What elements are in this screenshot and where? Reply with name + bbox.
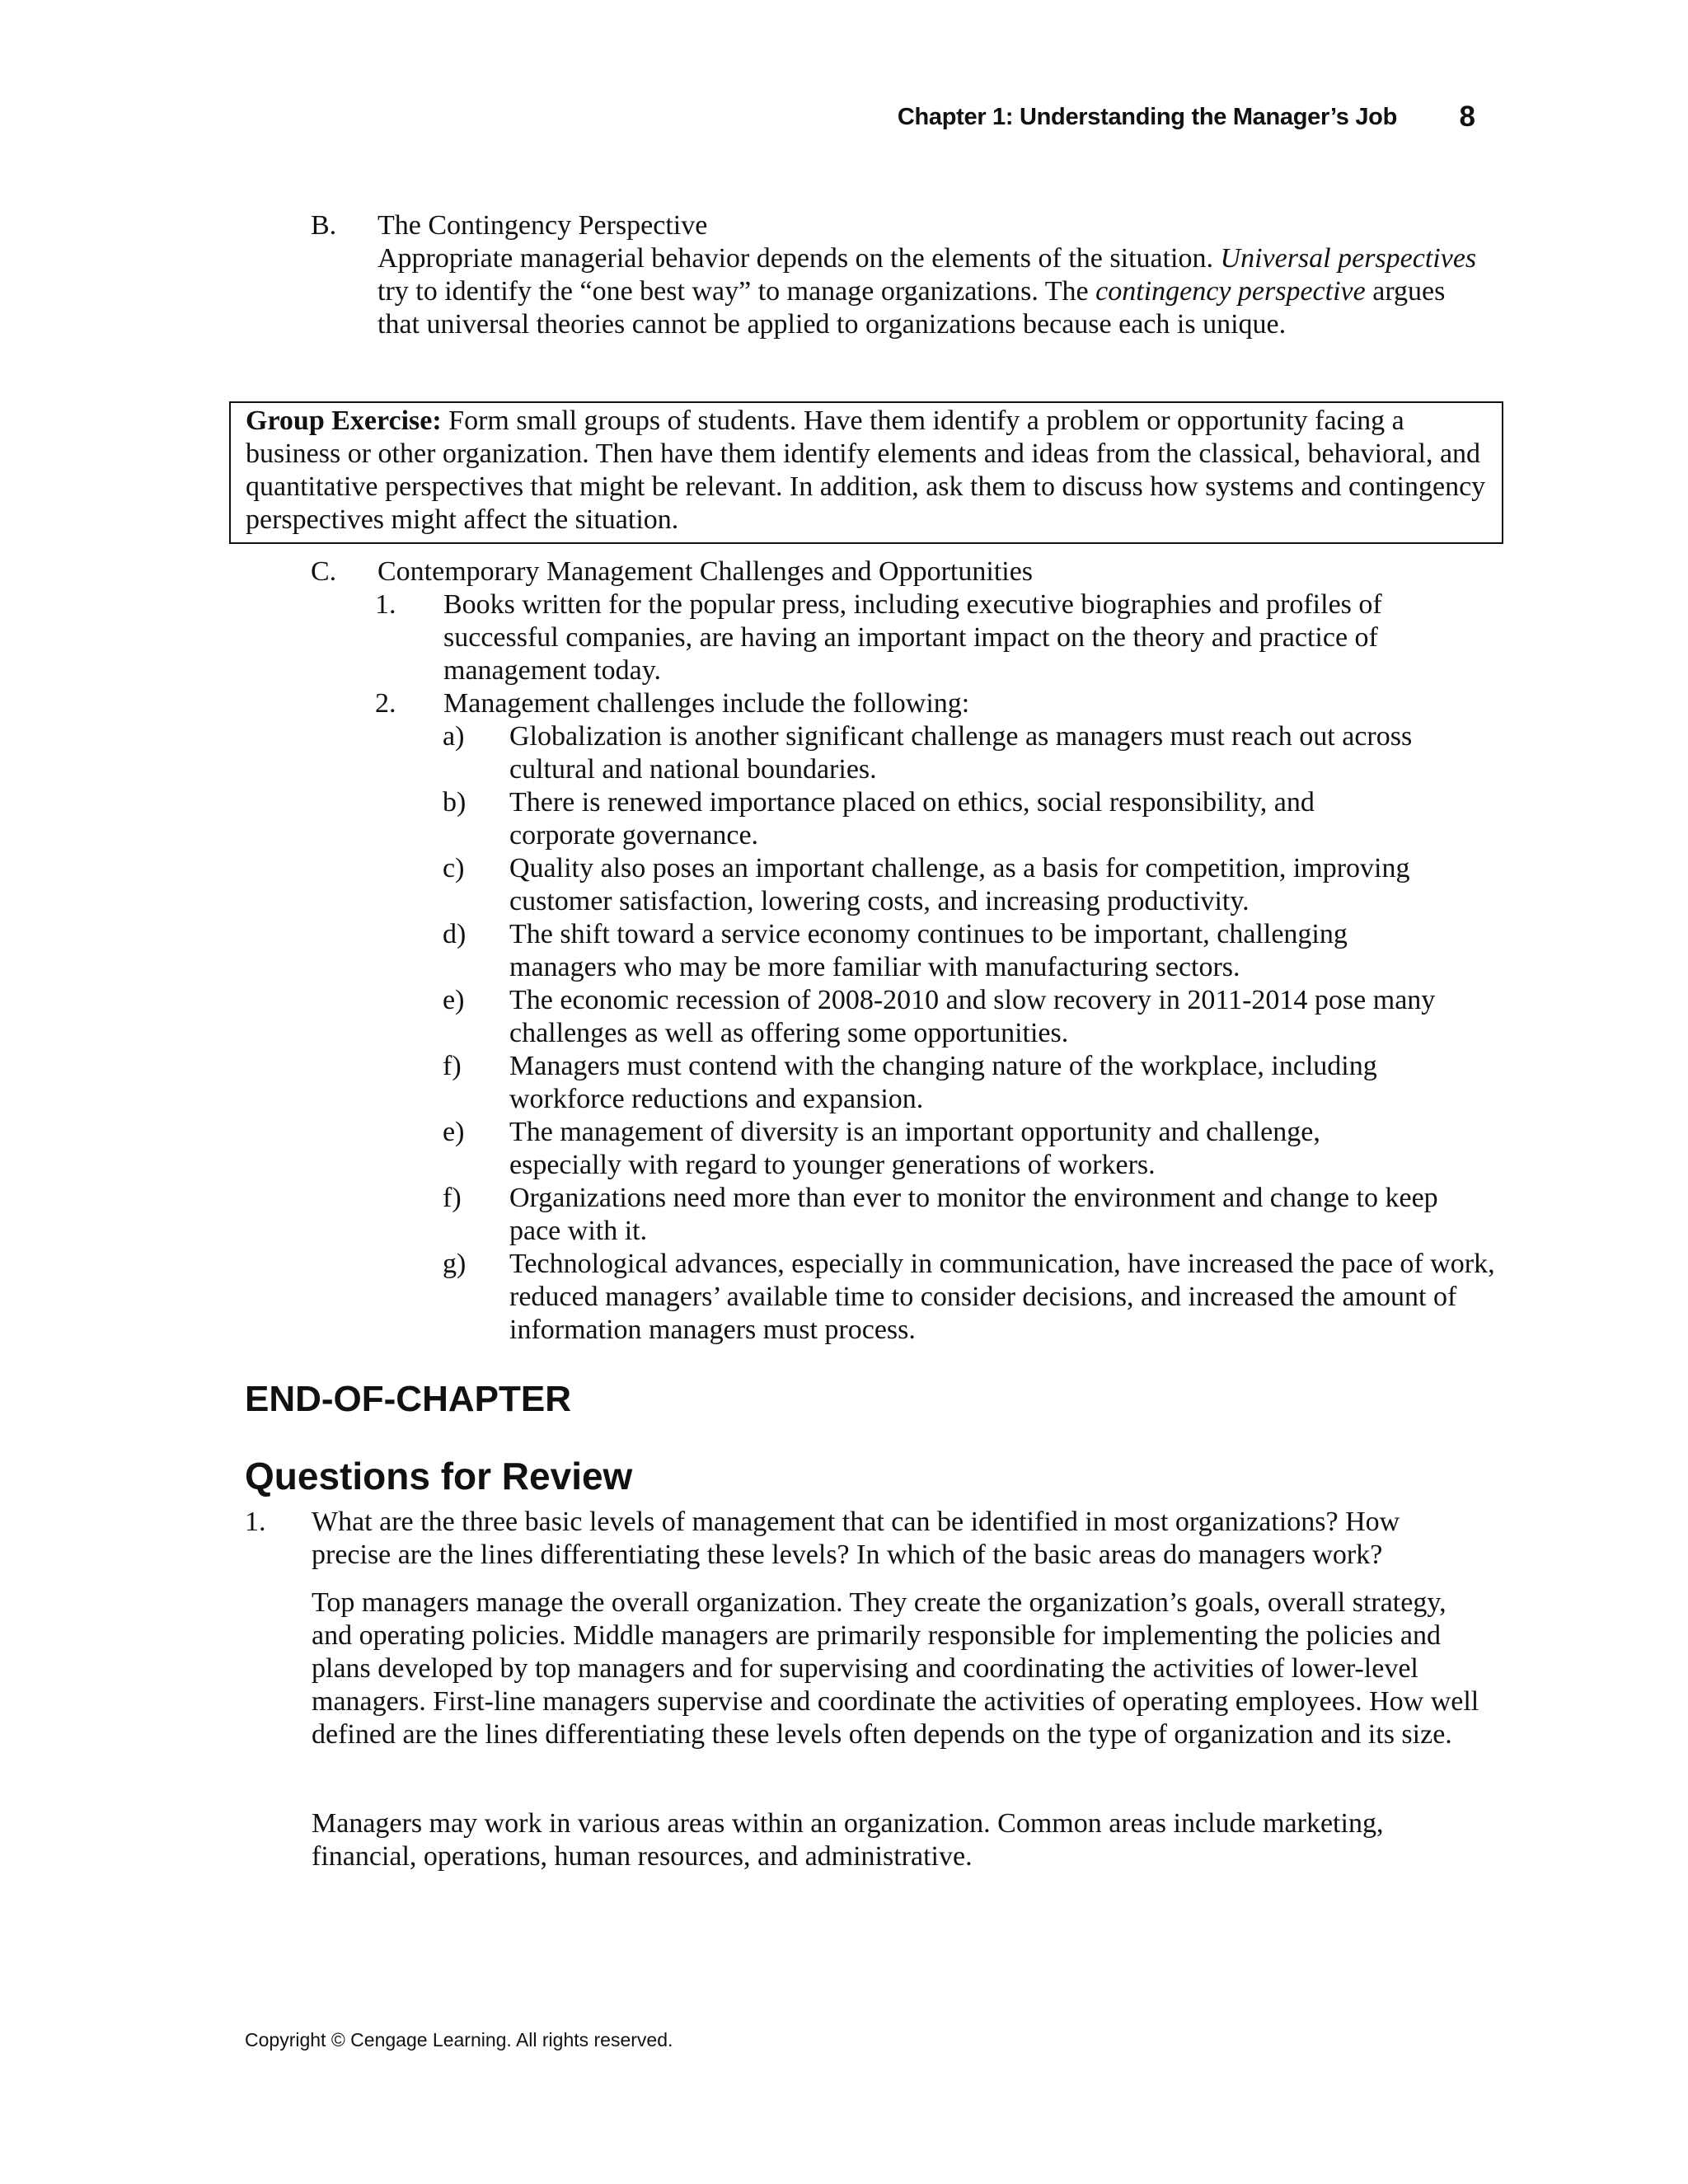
question-marker: 1. [245, 1507, 266, 1537]
sublist-marker: b) [443, 787, 467, 818]
sublist-item: There is renewed importance placed on ethics, social responsibility, and corporate governance. [509, 787, 1315, 851]
answer-paragraph: Managers may work in various areas within an organization. Common areas include marketing, financial, operations, human resources, and administrative. [312, 1808, 1384, 1872]
section-c-title: Contemporary Management Challenges and Opportunities [377, 556, 1034, 587]
questions-for-review-heading: Questions for Review [245, 1455, 633, 1497]
sublist-item: The shift toward a service economy continues to be important, challenging managers who may be more familiar with manufacturing sectors. [509, 919, 1348, 982]
sublist-item: Technological advances, especially in communication, have increased the pace of work, reduced managers’ available time to consider decisions, and increased the amount of information managers must process. [509, 1249, 1495, 1345]
list-item-marker: 1. [375, 589, 396, 620]
sublist-item: The management of diversity is an important opportunity and challenge, especially with regard to younger generations of workers. [509, 1117, 1320, 1180]
running-header [898, 101, 1475, 134]
sublist-item: Quality also poses an important challenge, as a basis for competition, improving customer satisfaction, lowering costs, and increasing productivity. [509, 853, 1410, 916]
sublist-item: Organizations need more than ever to monitor the environment and change to keep pace with it. [509, 1183, 1438, 1246]
end-of-chapter-heading: END-OF-CHAPTER [245, 1379, 571, 1419]
question-text: What are the three basic levels of management that can be identified in most organizations? How precise are the lines differentiating these levels? In which of the basic areas do managers work? [312, 1507, 1400, 1570]
section-b-body: Appropriate managerial behavior depends on the elements of the situation. Universal perspectives try to identify the “one best way” to manage organizations. The contingency perspective argues that universal theories cannot be applied to organizations because each is unique. [377, 243, 1477, 340]
copyright-footer: Copyright © Cengage Learning. All rights reserved. [245, 2029, 673, 2050]
list-item-marker: 2. [375, 688, 396, 719]
section-b-title: The Contingency Perspective [377, 210, 708, 241]
section-c-marker: C. [311, 556, 337, 587]
sublist-marker: g) [443, 1249, 467, 1279]
list-item: Books written for the popular press, including executive biographies and profiles of successful companies, are having an important impact on the theory and practice of management today. [443, 589, 1382, 686]
sublist-marker: f) [443, 1183, 462, 1213]
sublist-marker: e) [443, 1117, 465, 1147]
group-exercise-text: Form small groups of students. Have them identify a problem or opportunity facing a business or other organization. Then have them identify elements and ideas from the classical, behavioral, and quantitative perspectives that might be relevant. In addition, ask them to discuss how systems and contingency perspectives might affect the situation. [246, 405, 1486, 535]
group-exercise-label: Group Exercise: [246, 405, 442, 436]
sublist-marker: e) [443, 985, 465, 1015]
page-number: 8 [1459, 101, 1475, 133]
sublist-item: Managers must contend with the changing nature of the workplace, including workforce reductions and expansion. [509, 1051, 1377, 1114]
sublist-marker: f) [443, 1051, 462, 1081]
sublist-marker: a) [443, 721, 465, 752]
sublist-marker: c) [443, 853, 465, 883]
list-item: Management challenges include the following: [443, 688, 970, 719]
chapter-title: Chapter 1: Understanding the Manager’s Job [897, 104, 1397, 130]
section-b-marker: B. [311, 210, 337, 241]
group-exercise-box [229, 401, 1503, 544]
sublist-item: Globalization is another significant challenge as managers must reach out across cultural and national boundaries. [509, 721, 1413, 785]
sublist-marker: d) [443, 919, 467, 949]
answer-paragraph: Top managers manage the overall organization. They create the organization’s goals, overall strategy, and operating policies. Middle managers are primarily responsible for implementing the policies and plans developed by top managers and for supervising and coordinating the activities of lower-level managers. First-line managers supervise and coordinate the activities of operating employees. How well defined are the lines differentiating these levels often depends on the type of organization and its size. [312, 1587, 1479, 1750]
sublist-item: The economic recession of 2008-2010 and slow recovery in 2011-2014 pose many challenges as well as offering some opportunities. [509, 985, 1436, 1048]
section-b [377, 209, 1482, 341]
